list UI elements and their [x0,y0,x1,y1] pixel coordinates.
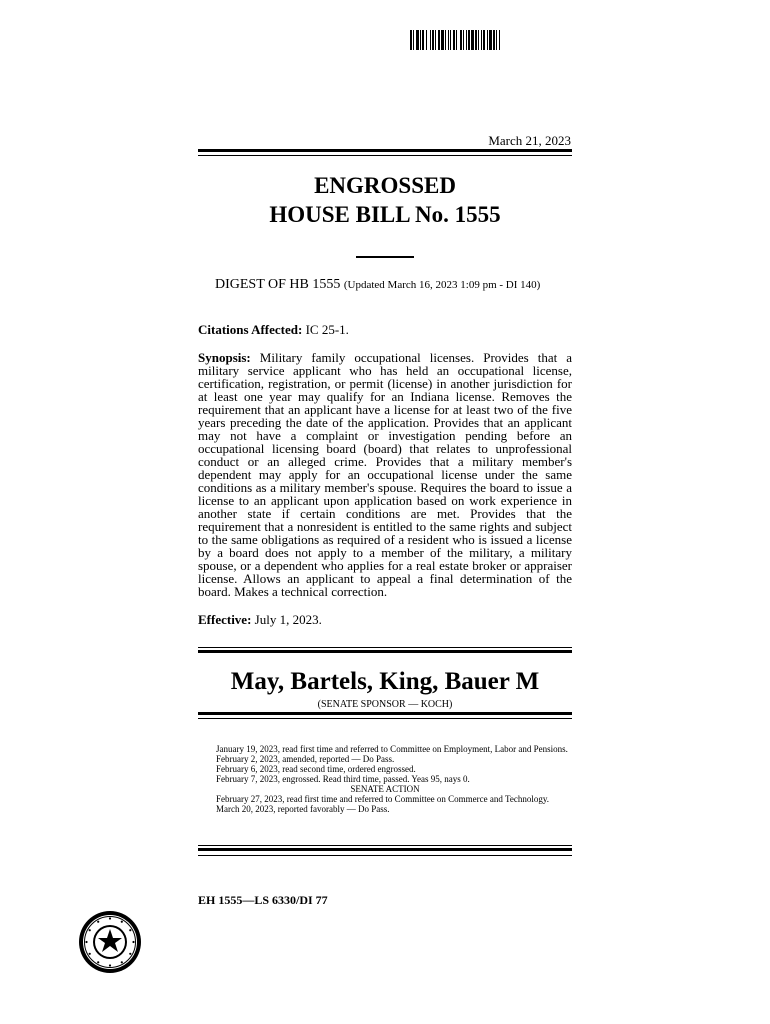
digest-label: DIGEST OF HB 1555 [215,277,341,292]
effective [198,613,572,626]
history-line: March 20, 2023, reported favorably — Do Pass. [216,804,390,814]
synopsis [198,351,572,598]
senate-sponsor: (SENATE SPONSOR — KOCH) [317,699,453,710]
state-seal-icon [78,910,142,974]
digest-line [215,277,540,293]
effective-value: July 1, 2023. [254,612,322,627]
history-line: January 19, 2023, read first time and referred to Committee on Employment, Labor and Pensions. [216,744,568,754]
history-rule-thin [198,845,572,846]
history-line: February 27, 2023, read first time and referred to Committee on Commerce and Technology. [216,794,550,804]
title-line2: HOUSE BILL No. 1555 [269,202,501,227]
citations [198,323,572,336]
title-divider [356,256,414,258]
header-date: March 21, 2023 [488,133,571,148]
title-line1: ENGROSSED [314,173,456,198]
authors-rule-bottom [198,712,572,715]
synopsis-text: Military family occupational licenses. Provides that a military service applicant who has held an occupational license, certification, registration, or permit (license) in another jurisdiction for at least one year may qualify for an Indiana license. Removes the requirement that an applicant have a license for at least two of the five years preceding the date of the application. Provides that an applicant may not have a complaint or investigation pending before an occupational licensing board (board) that relates to unprofessional conduct or an alleged crime. Provides that a military member's dependent may apply for an occupational license under the same conditions as a military member's spouse. Requires the board to issue a license to an applicant upon application based on work experience in another state if certain conditions are met. Provides that the requirement that a nonresident is entitled to the same rights and subject to the same obligations as required of a resident who is issued a license by a board does not apply to a member of the military, a military spouse, or a dependent who applies for a real estate broker or appraiser license. Allows an applicant to appeal a final determination of the board. Makes a technical correction. [198,350,573,599]
history-rule-bottom-thin [198,855,572,856]
authors-rule-bottom-thin [198,718,572,719]
history-line: February 6, 2023, read second time, ordered engrossed. [216,764,416,774]
barcode [410,30,588,50]
citations-label: Citations Affected: [198,322,303,337]
digest-updated: (Updated March 16, 2023 1:09 pm - DI 140) [343,279,541,291]
header-rule-thin [198,155,572,156]
synopsis-label: Synopsis: [198,350,251,365]
header-rule [198,149,572,152]
history-line: February 7, 2023, engrossed. Read third time, passed. Yeas 95, nays 0. [216,774,470,784]
history-rule [198,848,572,851]
senate-action-heading: SENATE ACTION [350,784,420,794]
authors-names: May, Bartels, King, Bauer M [230,668,540,695]
authors-rule-top-thin [198,647,572,648]
effective-label: Effective: [198,612,252,627]
authors-rule-top [198,650,572,653]
citations-value: IC 25-1. [305,322,349,337]
legislative-history [198,744,572,814]
history-line: February 2, 2023, amended, reported — Do Pass. [216,754,395,764]
bill-id: EH 1555—LS 6330/DI 77 [198,893,328,907]
